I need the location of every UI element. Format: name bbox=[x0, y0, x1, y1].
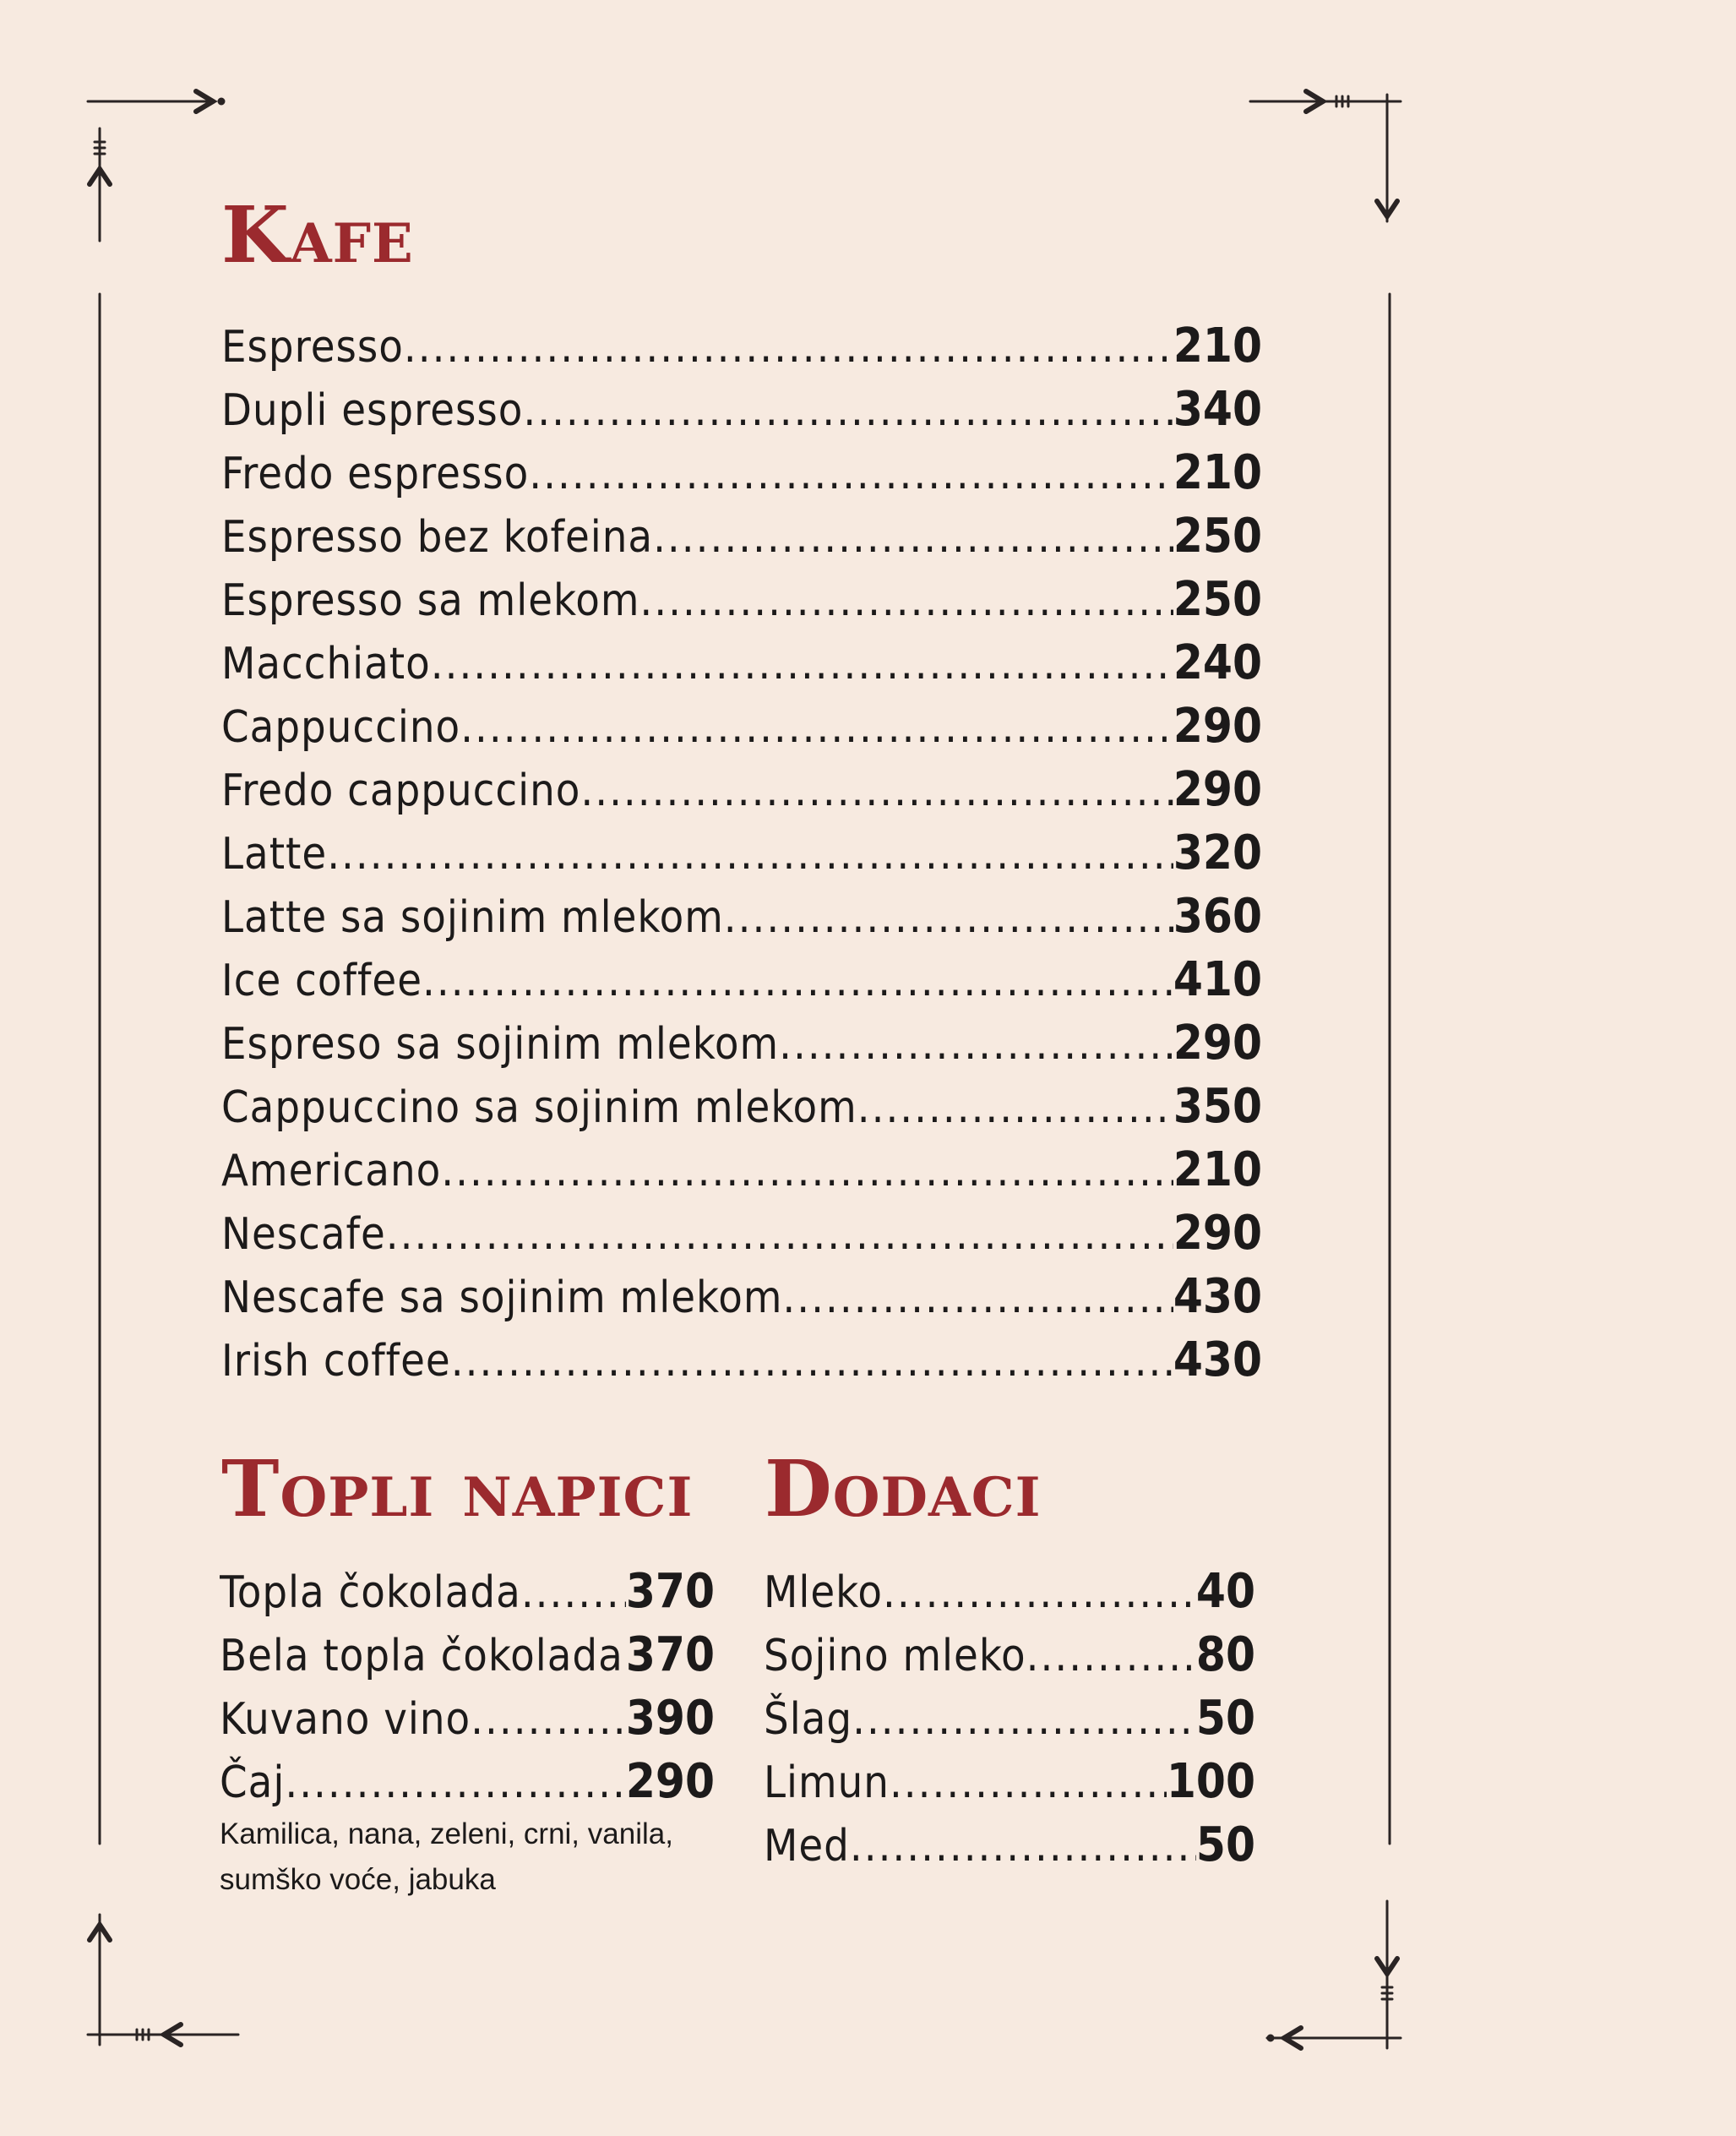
menu-item bbox=[220, 1560, 715, 1623]
dot-leader bbox=[653, 506, 1173, 568]
menu-item-name: Kuvano vino bbox=[220, 1694, 471, 1745]
menu-item bbox=[220, 1686, 715, 1750]
dot-leader bbox=[890, 1752, 1167, 1813]
menu-item-price: 210 bbox=[1173, 445, 1262, 500]
menu-item-price: 350 bbox=[1173, 1079, 1262, 1134]
menu-item-name: Mleko bbox=[764, 1567, 884, 1618]
dot-leader bbox=[580, 760, 1173, 821]
menu-item-price: 210 bbox=[1173, 319, 1262, 373]
menu-item bbox=[221, 314, 1262, 378]
menu-item-name: Cappuccino bbox=[221, 702, 461, 753]
menu-item bbox=[764, 1560, 1255, 1623]
menu-item-name: Ice coffee bbox=[221, 956, 422, 1006]
menu-item-name: Latte bbox=[221, 829, 328, 880]
menu-item-price: 290 bbox=[1173, 1206, 1262, 1261]
dot-leader bbox=[327, 823, 1173, 885]
menu-item-name: Espreso sa sojinim mlekom bbox=[221, 1019, 780, 1070]
menu-item-price: 50 bbox=[1195, 1691, 1255, 1746]
menu-item bbox=[221, 568, 1262, 631]
menu-item bbox=[221, 1202, 1262, 1265]
topli-napici-list bbox=[220, 1560, 715, 1813]
corner-arrow-top-right-icon bbox=[1250, 91, 1401, 221]
menu-item-name: Americano bbox=[221, 1146, 442, 1196]
menu-item bbox=[221, 758, 1262, 821]
menu-item-name: Šlag bbox=[764, 1694, 853, 1745]
menu-item bbox=[764, 1813, 1255, 1877]
menu-item-price: 320 bbox=[1173, 826, 1262, 880]
menu-item-name: Nescafe bbox=[221, 1209, 386, 1260]
corner-arrow-bottom-right-icon bbox=[1267, 1901, 1401, 2048]
menu-item-name: Topla čokolada bbox=[220, 1567, 521, 1618]
menu-item-name: Bela topla čokolada bbox=[220, 1631, 623, 1681]
menu-item-price: 410 bbox=[1173, 952, 1262, 1007]
menu-item-price: 360 bbox=[1173, 889, 1262, 944]
menu-item-name: Macchiato bbox=[221, 639, 431, 689]
menu-item bbox=[764, 1623, 1255, 1686]
dot-leader bbox=[779, 1013, 1173, 1075]
menu-item bbox=[221, 1011, 1262, 1075]
menu-item-name: Irish coffee bbox=[221, 1336, 451, 1387]
dot-leader bbox=[850, 1815, 1196, 1877]
menu-item bbox=[221, 504, 1262, 568]
dot-leader bbox=[460, 696, 1173, 758]
menu-item-price: 370 bbox=[625, 1627, 715, 1682]
menu-item-price: 250 bbox=[1173, 572, 1262, 627]
menu-item-name: Sojino mleko bbox=[764, 1631, 1026, 1681]
corner-arrow-top-left-icon bbox=[88, 91, 224, 241]
menu-item-price: 430 bbox=[1173, 1269, 1262, 1324]
dot-leader bbox=[441, 1140, 1173, 1202]
menu-item bbox=[221, 1075, 1262, 1138]
dot-leader bbox=[529, 443, 1173, 504]
dot-leader bbox=[521, 1561, 626, 1623]
dot-leader bbox=[883, 1561, 1196, 1623]
menu-item-name: Fredo espresso bbox=[221, 449, 530, 499]
menu-item-price: 40 bbox=[1195, 1564, 1255, 1619]
dot-leader bbox=[857, 1076, 1173, 1138]
menu-item bbox=[221, 821, 1262, 885]
menu-item bbox=[220, 1750, 715, 1813]
dot-leader bbox=[285, 1752, 625, 1813]
menu-item-name: Fredo cappuccino bbox=[221, 766, 581, 816]
menu-item-price: 100 bbox=[1166, 1754, 1255, 1809]
menu-item-price: 250 bbox=[1173, 509, 1262, 564]
menu-item-price: 290 bbox=[1173, 699, 1262, 754]
dot-leader bbox=[404, 316, 1173, 378]
menu-item-price: 50 bbox=[1195, 1817, 1255, 1872]
menu-item-name: Nescafe sa sojinim mlekom bbox=[221, 1272, 783, 1323]
menu-item-price: 240 bbox=[1173, 635, 1262, 690]
menu-item-name: Espresso bez kofeina bbox=[221, 512, 654, 563]
menu-item-price: 290 bbox=[1173, 1016, 1262, 1071]
corner-arrow-bottom-left-icon bbox=[88, 1915, 238, 2045]
menu-item-price: 390 bbox=[625, 1691, 715, 1746]
dot-leader bbox=[386, 1203, 1173, 1265]
menu-item-price: 370 bbox=[625, 1564, 715, 1619]
kafe-list bbox=[221, 314, 1262, 1392]
menu-item bbox=[221, 695, 1262, 758]
menu-item-price: 340 bbox=[1173, 382, 1262, 437]
menu-item-price: 210 bbox=[1173, 1142, 1262, 1197]
menu-item bbox=[220, 1623, 715, 1686]
dot-leader bbox=[431, 633, 1173, 695]
menu-item bbox=[221, 441, 1262, 504]
dot-leader bbox=[422, 950, 1173, 1011]
menu-item-price: 290 bbox=[625, 1754, 715, 1809]
menu-item-name: Limun bbox=[764, 1757, 890, 1808]
menu-item bbox=[221, 378, 1262, 441]
menu-item bbox=[221, 631, 1262, 695]
menu-item-name: Čaj bbox=[220, 1757, 286, 1808]
menu-item bbox=[221, 1138, 1262, 1202]
dot-leader bbox=[639, 569, 1173, 631]
dot-leader bbox=[471, 1688, 626, 1750]
menu-item-price: 290 bbox=[1173, 762, 1262, 817]
dot-leader bbox=[523, 379, 1173, 441]
menu-item bbox=[221, 1328, 1262, 1392]
kafe-heading: Kafe bbox=[221, 189, 414, 281]
caj-flavors-note-line2: sumško voće, jabuka bbox=[220, 1863, 496, 1896]
menu-item-price: 80 bbox=[1195, 1627, 1255, 1682]
dot-leader bbox=[451, 1330, 1173, 1392]
dot-leader bbox=[724, 886, 1173, 948]
menu-item-price: 430 bbox=[1173, 1332, 1262, 1387]
topli-napici-heading: Topli napici bbox=[221, 1443, 694, 1534]
menu-item bbox=[764, 1750, 1255, 1813]
menu-item-name: Espresso sa mlekom bbox=[221, 575, 640, 626]
dot-leader bbox=[782, 1267, 1173, 1328]
dodaci-list bbox=[764, 1560, 1255, 1877]
caj-flavors-note-line1: Kamilica, nana, zeleni, crni, vanila, bbox=[220, 1817, 673, 1850]
menu-item-name: Cappuccino sa sojinim mlekom bbox=[221, 1082, 857, 1133]
menu-item-name: Latte sa sojinim mlekom bbox=[221, 892, 724, 943]
menu-item bbox=[221, 948, 1262, 1011]
dot-leader bbox=[852, 1688, 1196, 1750]
menu-item bbox=[221, 1265, 1262, 1328]
menu-item bbox=[764, 1686, 1255, 1750]
menu-item-name: Med bbox=[764, 1821, 850, 1872]
dot-leader bbox=[1026, 1625, 1196, 1686]
menu-item bbox=[221, 885, 1262, 948]
menu-item-name: Espresso bbox=[221, 322, 404, 373]
dodaci-heading: Dodaci bbox=[765, 1443, 1042, 1534]
menu-item-name: Dupli espresso bbox=[221, 385, 524, 436]
